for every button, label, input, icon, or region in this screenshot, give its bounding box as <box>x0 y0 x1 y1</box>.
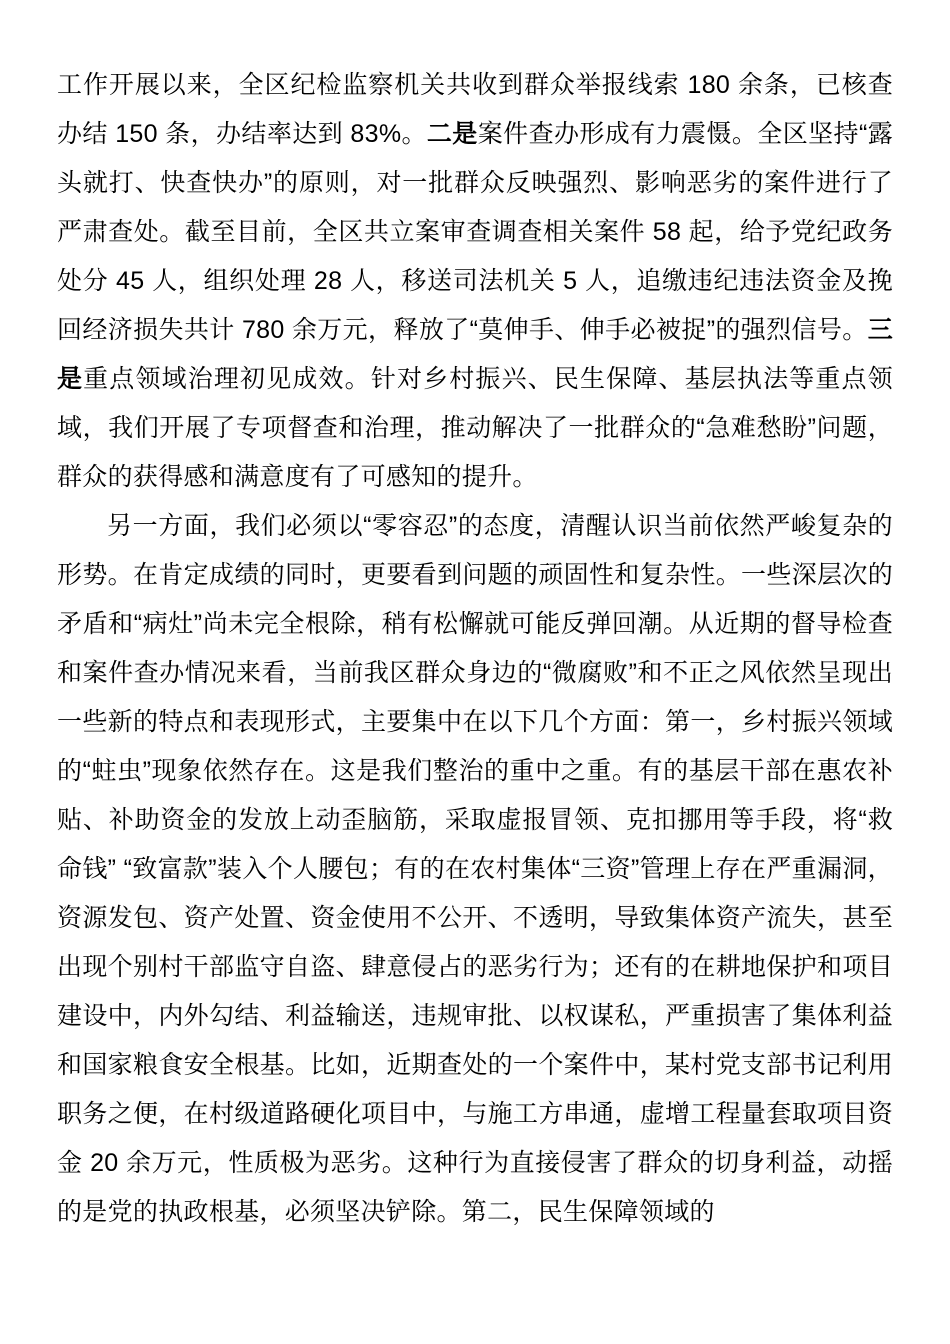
text-run: 重点领域治理初见成效。针对乡村振兴、民生保障、基层执法等重点领域，我们开展了专项督查和治理，推动解决了一批群众的“急难愁盼”问题，群众的获得感和满意度有了可感知的提升。 <box>57 365 893 491</box>
bold-text-run: 三是 <box>57 316 893 393</box>
document-body <box>57 61 893 1237</box>
paragraph-2 <box>57 502 893 1237</box>
bold-text-run: 二是 <box>426 120 478 148</box>
text-run: 案件查办形成有力震慑。全区坚持“露头就打、快查快办”的原则，对一批群众反映强烈、影响恶劣的案件进行了严肃查处。截至目前，全区共立案审查调查相关案件 58 起，给予党纪政务处分 45 人，组织处理 28 人，移送司法机关 5 人，追缴违纪违法资金及挽回经济损失共计 780 余万元，释放了“莫伸手、伸手必被捉”的强烈信号。 <box>57 120 893 344</box>
paragraph-1 <box>57 61 893 502</box>
text-run: 工作开展以来，全区纪检监察机关共收到群众举报线索 180 余条，已核查办结 150 条，办结率达到 83%。 <box>57 71 893 148</box>
text-run: 另一方面，我们必须以“零容忍”的态度，清醒认识当前依然严峻复杂的形势。在肯定成绩的同时，更要看到问题的顽固性和复杂性。一些深层次的矛盾和“病灶”尚未完全根除，稍有松懈就可能反弹回潮。从近期的督导检查和案件查办情况来看，当前我区群众身边的“微腐败”和不正之风依然呈现出一些新的特点和表现形式，主要集中在以下几个方面：第一，乡村振兴领域的“蛀虫”现象依然存在。这是我们整治的重中之重。有的基层干部在惠农补贴、补助资金的发放上动歪脑筋，采取虚报冒领、克扣挪用等手段，将“救命钱” “致富款”装入个人腰包；有的在农村集体“三资”管理上存在严重漏洞，资源发包、资产处置、资金使用不公开、不透明，导致集体资产流失，甚至出现个别村干部监守自盗、肆意侵占的恶劣行为；还有的在耕地保护和项目建设中，内外勾结、利益输送，违规审批、以权谋私，严重损害了集体利益和国家粮食安全根基。比如，近期查处的一个案件中，某村党支部书记利用职务之便，在村级道路硬化项目中，与施工方串通，虚增工程量套取项目资金 20 余万元，性质极为恶劣。这种行为直接侵害了群众的切身利益，动摇的是党的执政根基，必须坚决铲除。第二，民生保障领域的 <box>57 512 893 1226</box>
